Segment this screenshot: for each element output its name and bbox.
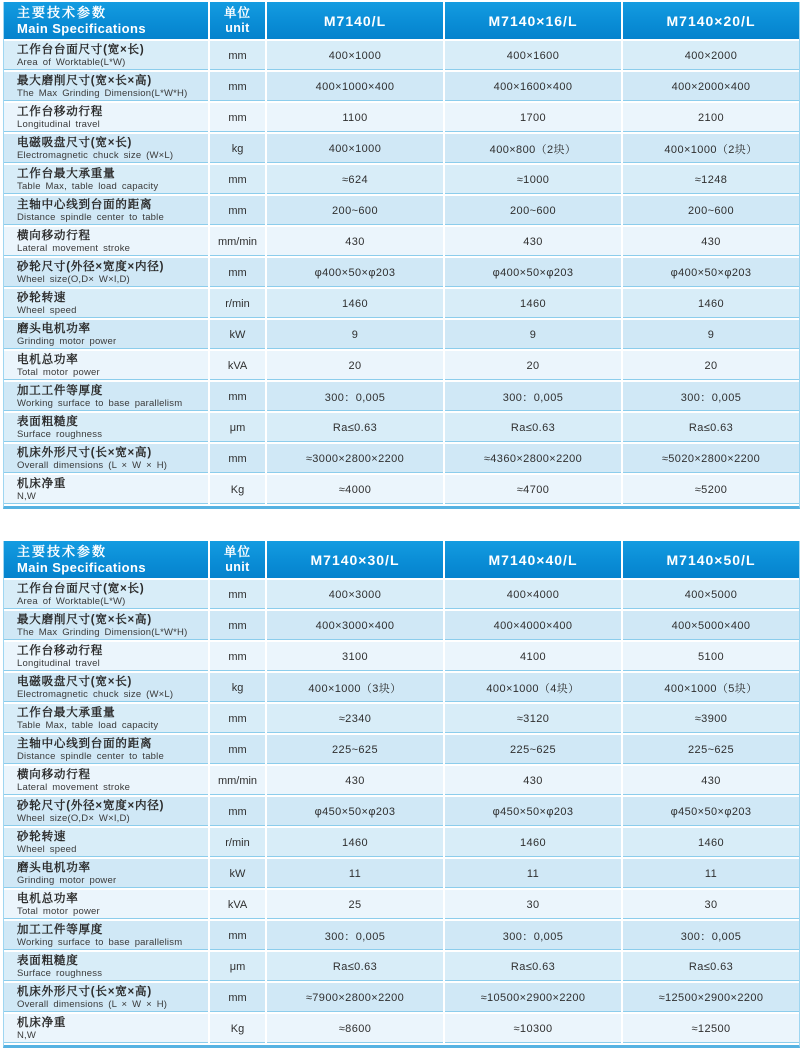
header-row <box>4 541 799 580</box>
spec-label-zh: 电磁吸盘尺寸(宽×长) <box>17 136 133 149</box>
value-cell: φ400×50×φ203 <box>621 258 799 289</box>
spec-row <box>4 444 799 475</box>
value-cell: 400×1000 <box>265 134 443 165</box>
spec-label-cell <box>4 735 208 766</box>
spec-row <box>4 227 799 258</box>
value-cell: 400×1000（4块） <box>443 673 621 704</box>
value-cell: 430 <box>621 766 799 797</box>
value-cell: 300：0,005 <box>621 921 799 952</box>
value-cell: 300：0,005 <box>621 382 799 413</box>
value-cell: ≈4700 <box>443 475 621 506</box>
value-cell: ≈7900×2800×2200 <box>265 983 443 1014</box>
value-cell: Ra≤0.63 <box>443 413 621 444</box>
unit-cell: kg <box>208 134 265 165</box>
unit-cell: mm/min <box>208 227 265 258</box>
spec-label-zh: 工作台最大承重量 <box>17 167 116 180</box>
spec-row <box>4 921 799 952</box>
spec-label-zh: 电机总功率 <box>17 353 79 366</box>
spec-row <box>4 475 799 506</box>
spec-label-zh: 工作台台面尺寸(宽×长) <box>17 43 145 56</box>
value-cell: Ra≤0.63 <box>621 952 799 983</box>
spec-label-en: N,W <box>17 490 37 502</box>
value-cell: 11 <box>443 859 621 890</box>
spec-row <box>4 196 799 227</box>
spec-table-upper <box>3 2 798 509</box>
value-cell: 400×1000（2块） <box>621 134 799 165</box>
model-header: M7140×50/L <box>621 541 799 580</box>
value-cell: 400×5000×400 <box>621 611 799 642</box>
unit-cell: mm <box>208 983 265 1014</box>
spec-label-en: Wheel size(O,D× W×I,D) <box>17 812 130 824</box>
value-cell: ≈8600 <box>265 1014 443 1045</box>
value-cell: 300：0,005 <box>265 382 443 413</box>
spec-label-en: Working surface to base parallelism <box>17 936 183 948</box>
spec-label-zh: 工作台移动行程 <box>17 105 104 118</box>
unit-header-en: unit <box>225 560 250 574</box>
unit-cell: mm <box>208 797 265 828</box>
value-cell: 430 <box>265 227 443 258</box>
spec-label-en: Distance spindle center to table <box>17 211 164 223</box>
spec-label-en: Area of Worktable(L*W) <box>17 56 126 68</box>
spec-label-en: Surface roughness <box>17 428 103 440</box>
model-header: M7140×20/L <box>621 2 799 41</box>
model-header: M7140×16/L <box>443 2 621 41</box>
value-cell: ≈3120 <box>443 704 621 735</box>
unit-cell: r/min <box>208 289 265 320</box>
spec-label-en: Table Max, table load capacity <box>17 180 159 192</box>
spec-row <box>4 766 799 797</box>
value-cell: 400×800（2块） <box>443 134 621 165</box>
value-cell: 225~625 <box>265 735 443 766</box>
spec-label-zh: 横向移动行程 <box>17 768 91 781</box>
value-cell: 400×5000 <box>621 580 799 611</box>
spec-label-zh: 横向移动行程 <box>17 229 91 242</box>
spec-label-cell <box>4 351 208 382</box>
value-cell: 4100 <box>443 642 621 673</box>
spec-row <box>4 828 799 859</box>
spec-row <box>4 382 799 413</box>
spec-row <box>4 890 799 921</box>
spec-row <box>4 642 799 673</box>
spec-label-cell <box>4 258 208 289</box>
spec-row <box>4 289 799 320</box>
value-cell: Ra≤0.63 <box>621 413 799 444</box>
spec-label-en: Working surface to base parallelism <box>17 397 183 409</box>
value-cell: ≈5200 <box>621 475 799 506</box>
value-cell: 5100 <box>621 642 799 673</box>
spec-label-zh: 砂轮转速 <box>17 291 67 304</box>
spec-label-zh: 最大磨削尺寸(宽×长×高) <box>17 74 152 87</box>
spec-label-en: Wheel speed <box>17 843 77 855</box>
spec-label-zh: 机床净重 <box>17 1016 67 1029</box>
value-cell: 400×4000 <box>443 580 621 611</box>
spec-row <box>4 320 799 351</box>
unit-cell: mm <box>208 444 265 475</box>
spec-row <box>4 983 799 1014</box>
unit-header <box>208 541 265 580</box>
spec-label-cell <box>4 227 208 258</box>
value-cell: 200~600 <box>443 196 621 227</box>
spec-label-cell <box>4 413 208 444</box>
model-header: M7140/L <box>265 2 443 41</box>
main-specifications-header <box>4 541 208 580</box>
value-cell: 9 <box>621 320 799 351</box>
unit-cell: kVA <box>208 351 265 382</box>
spec-label-zh: 加工工件等厚度 <box>17 923 104 936</box>
spec-label-en: Grinding motor power <box>17 335 117 347</box>
value-cell: φ400×50×φ203 <box>443 258 621 289</box>
spec-row <box>4 952 799 983</box>
spec-row <box>4 1014 799 1045</box>
spec-row <box>4 165 799 196</box>
spec-label-cell <box>4 952 208 983</box>
spec-label-zh: 机床外形尺寸(长×宽×高) <box>17 446 152 459</box>
value-cell: φ400×50×φ203 <box>265 258 443 289</box>
value-cell: 400×1600×400 <box>443 72 621 103</box>
value-cell: 400×3000 <box>265 580 443 611</box>
spec-label-en: Total motor power <box>17 366 100 378</box>
value-cell: 1460 <box>621 828 799 859</box>
spec-label-cell <box>4 196 208 227</box>
value-cell: Ra≤0.63 <box>265 952 443 983</box>
header-title-zh: 主要技术参数 <box>17 5 108 20</box>
spec-label-zh: 表面粗糙度 <box>17 415 79 428</box>
unit-cell: kg <box>208 673 265 704</box>
spec-row <box>4 413 799 444</box>
main-specifications-header <box>4 2 208 41</box>
spec-label-en: Lateral movement stroke <box>17 781 131 793</box>
spec-label-zh: 主轴中心线到台面的距离 <box>17 737 153 750</box>
unit-cell: Kg <box>208 1014 265 1045</box>
unit-cell: μm <box>208 952 265 983</box>
value-cell: 1460 <box>265 289 443 320</box>
unit-header-zh: 单位 <box>223 6 251 20</box>
spec-label-cell <box>4 766 208 797</box>
unit-header-zh: 单位 <box>223 545 251 559</box>
value-cell: ≈4000 <box>265 475 443 506</box>
unit-cell: mm <box>208 921 265 952</box>
spec-label-cell <box>4 289 208 320</box>
value-cell: Ra≤0.63 <box>265 413 443 444</box>
unit-cell: mm <box>208 611 265 642</box>
value-cell: 1460 <box>443 828 621 859</box>
spec-label-zh: 最大磨削尺寸(宽×长×高) <box>17 613 152 626</box>
unit-cell: Kg <box>208 475 265 506</box>
spec-label-zh: 主轴中心线到台面的距离 <box>17 198 153 211</box>
value-cell: 25 <box>265 890 443 921</box>
value-cell: φ450×50×φ203 <box>443 797 621 828</box>
spec-label-en: Longitudinal travel <box>17 657 100 669</box>
value-cell: ≈3900 <box>621 704 799 735</box>
unit-cell: mm <box>208 735 265 766</box>
value-cell: φ450×50×φ203 <box>265 797 443 828</box>
spec-label-cell <box>4 382 208 413</box>
value-cell: 400×2000×400 <box>621 72 799 103</box>
value-cell: 400×3000×400 <box>265 611 443 642</box>
spec-label-zh: 磨头电机功率 <box>17 861 91 874</box>
spec-label-en: Grinding motor power <box>17 874 117 886</box>
spec-label-cell <box>4 611 208 642</box>
value-cell: ≈12500 <box>621 1014 799 1045</box>
spec-label-cell <box>4 828 208 859</box>
spec-label-zh: 表面粗糙度 <box>17 954 79 967</box>
spec-label-en: Lateral movement stroke <box>17 242 131 254</box>
value-cell: 430 <box>443 766 621 797</box>
value-cell: 430 <box>443 227 621 258</box>
spec-label-en: Table Max, table load capacity <box>17 719 159 731</box>
value-cell: 430 <box>265 766 443 797</box>
value-cell: 3100 <box>265 642 443 673</box>
spec-label-cell <box>4 921 208 952</box>
specifications-grid <box>3 541 800 1048</box>
value-cell: 1460 <box>621 289 799 320</box>
spec-label-zh: 工作台台面尺寸(宽×长) <box>17 582 145 595</box>
value-cell: 11 <box>265 859 443 890</box>
spec-label-cell <box>4 1014 208 1045</box>
value-cell: 225~625 <box>443 735 621 766</box>
unit-header <box>208 2 265 41</box>
spec-label-zh: 砂轮尺寸(外径×宽度×内径) <box>17 260 165 273</box>
spec-label-cell <box>4 797 208 828</box>
value-cell: 20 <box>621 351 799 382</box>
value-cell: 200~600 <box>621 196 799 227</box>
value-cell: ≈4360×2800×2200 <box>443 444 621 475</box>
value-cell: ≈3000×2800×2200 <box>265 444 443 475</box>
header-title-en: Main Specifications <box>17 560 146 575</box>
value-cell: 400×1600 <box>443 41 621 72</box>
spec-row <box>4 72 799 103</box>
spec-label-cell <box>4 859 208 890</box>
value-cell: 300：0,005 <box>443 921 621 952</box>
spec-label-cell <box>4 983 208 1014</box>
spec-row <box>4 735 799 766</box>
value-cell: φ450×50×φ203 <box>621 797 799 828</box>
spec-label-en: Distance spindle center to table <box>17 750 164 762</box>
spec-label-en: The Max Grinding Dimension(L*W*H) <box>17 87 188 99</box>
spec-label-en: N,W <box>17 1029 37 1041</box>
value-cell: 400×1000（5块） <box>621 673 799 704</box>
value-cell: 400×2000 <box>621 41 799 72</box>
spec-label-zh: 砂轮转速 <box>17 830 67 843</box>
unit-cell: kW <box>208 859 265 890</box>
value-cell: 30 <box>621 890 799 921</box>
value-cell: 9 <box>443 320 621 351</box>
spec-label-cell <box>4 475 208 506</box>
unit-cell: kVA <box>208 890 265 921</box>
spec-label-zh: 工作台最大承重量 <box>17 706 116 719</box>
spec-label-zh: 机床外形尺寸(长×宽×高) <box>17 985 152 998</box>
spec-row <box>4 859 799 890</box>
value-cell: ≈12500×2900×2200 <box>621 983 799 1014</box>
spec-label-cell <box>4 704 208 735</box>
value-cell: ≈2340 <box>265 704 443 735</box>
unit-cell: mm <box>208 704 265 735</box>
spec-label-en: Overall dimensions (L × W × H) <box>17 459 168 471</box>
value-cell: Ra≤0.63 <box>443 952 621 983</box>
unit-cell: mm <box>208 258 265 289</box>
value-cell: 9 <box>265 320 443 351</box>
value-cell: 1100 <box>265 103 443 134</box>
unit-cell: mm <box>208 642 265 673</box>
spec-label-en: The Max Grinding Dimension(L*W*H) <box>17 626 188 638</box>
unit-header-en: unit <box>225 21 250 35</box>
spec-row <box>4 580 799 611</box>
spec-label-en: Overall dimensions (L × W × H) <box>17 998 168 1010</box>
unit-cell: μm <box>208 413 265 444</box>
spec-label-zh: 磨头电机功率 <box>17 322 91 335</box>
spec-row <box>4 673 799 704</box>
value-cell: 1460 <box>265 828 443 859</box>
spec-label-cell <box>4 41 208 72</box>
spec-label-en: Wheel size(O,D× W×I,D) <box>17 273 130 285</box>
value-cell: 300：0,005 <box>443 382 621 413</box>
value-cell: ≈10500×2900×2200 <box>443 983 621 1014</box>
spec-label-cell <box>4 165 208 196</box>
spec-label-zh: 工作台移动行程 <box>17 644 104 657</box>
spec-label-zh: 机床净重 <box>17 477 67 490</box>
spec-label-cell <box>4 642 208 673</box>
value-cell: 400×1000 <box>265 41 443 72</box>
spec-label-zh: 电磁吸盘尺寸(宽×长) <box>17 675 133 688</box>
unit-cell: mm <box>208 72 265 103</box>
value-cell: 200~600 <box>265 196 443 227</box>
unit-cell: mm <box>208 382 265 413</box>
unit-cell: mm <box>208 165 265 196</box>
model-header: M7140×40/L <box>443 541 621 580</box>
spec-label-cell <box>4 580 208 611</box>
spec-label-en: Total motor power <box>17 905 100 917</box>
unit-cell: mm/min <box>208 766 265 797</box>
unit-cell: mm <box>208 580 265 611</box>
value-cell: ≈1248 <box>621 165 799 196</box>
specifications-grid <box>3 2 800 509</box>
value-cell: 20 <box>265 351 443 382</box>
spec-label-cell <box>4 72 208 103</box>
spec-label-zh: 砂轮尺寸(外径×宽度×内径) <box>17 799 165 812</box>
spec-row <box>4 704 799 735</box>
value-cell: ≈10300 <box>443 1014 621 1045</box>
value-cell: 300：0,005 <box>265 921 443 952</box>
value-cell: 225~625 <box>621 735 799 766</box>
model-header: M7140×30/L <box>265 541 443 580</box>
spec-label-en: Electromagnetic chuck size (W×L) <box>17 149 174 161</box>
spec-label-cell <box>4 673 208 704</box>
spec-label-en: Longitudinal travel <box>17 118 100 130</box>
spec-label-en: Wheel speed <box>17 304 77 316</box>
header-title-zh: 主要技术参数 <box>17 544 108 559</box>
spec-row <box>4 797 799 828</box>
spec-row <box>4 41 799 72</box>
spec-label-cell <box>4 890 208 921</box>
spec-label-cell <box>4 103 208 134</box>
value-cell: ≈5020×2800×2200 <box>621 444 799 475</box>
value-cell: 430 <box>621 227 799 258</box>
value-cell: 400×4000×400 <box>443 611 621 642</box>
spec-label-en: Area of Worktable(L*W) <box>17 595 126 607</box>
value-cell: 1460 <box>443 289 621 320</box>
spec-label-cell <box>4 444 208 475</box>
value-cell: 400×1000×400 <box>265 72 443 103</box>
value-cell: ≈1000 <box>443 165 621 196</box>
spec-label-zh: 加工工件等厚度 <box>17 384 104 397</box>
value-cell: 1700 <box>443 103 621 134</box>
value-cell: 30 <box>443 890 621 921</box>
spec-row <box>4 351 799 382</box>
unit-cell: kW <box>208 320 265 351</box>
spec-row <box>4 134 799 165</box>
spec-row <box>4 258 799 289</box>
unit-cell: r/min <box>208 828 265 859</box>
unit-cell: mm <box>208 196 265 227</box>
value-cell: 400×1000（3块） <box>265 673 443 704</box>
spec-row <box>4 611 799 642</box>
spec-label-cell <box>4 134 208 165</box>
spec-row <box>4 103 799 134</box>
unit-cell: mm <box>208 41 265 72</box>
spec-label-cell <box>4 320 208 351</box>
spec-table-lower <box>3 541 798 1048</box>
header-row <box>4 2 799 41</box>
spec-label-en: Electromagnetic chuck size (W×L) <box>17 688 174 700</box>
value-cell: ≈624 <box>265 165 443 196</box>
unit-cell: mm <box>208 103 265 134</box>
value-cell: 2100 <box>621 103 799 134</box>
header-title-en: Main Specifications <box>17 21 146 36</box>
spec-label-en: Surface roughness <box>17 967 103 979</box>
value-cell: 11 <box>621 859 799 890</box>
spec-label-zh: 电机总功率 <box>17 892 79 905</box>
value-cell: 20 <box>443 351 621 382</box>
